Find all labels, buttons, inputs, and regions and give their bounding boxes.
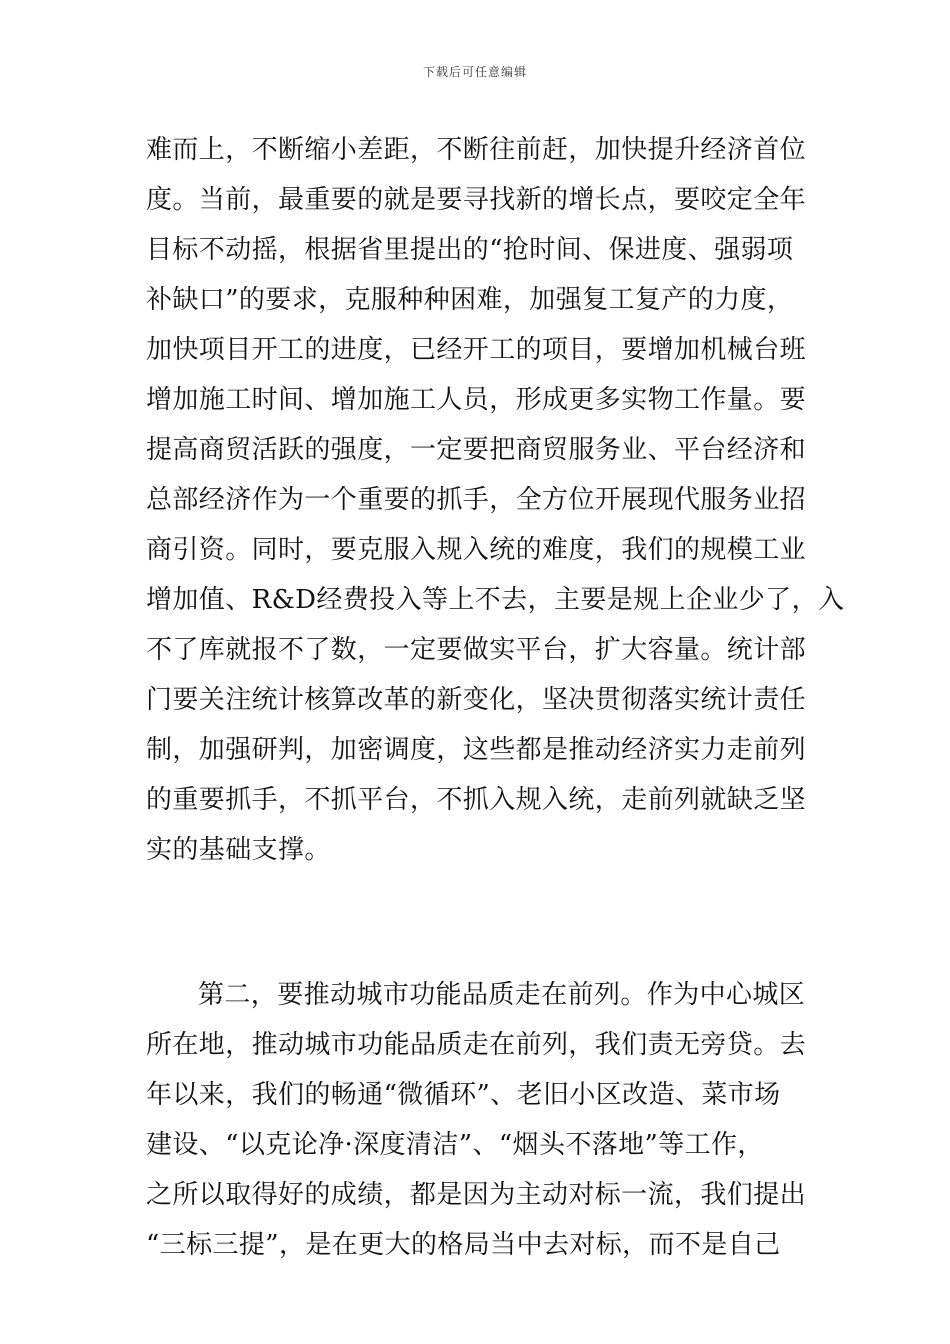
paragraph-2-line-6: “三标三提”，是在更大的格局当中去对标，而不是自己 [146, 1230, 781, 1260]
paragraph-1-line-9: 商引资。同时，要克服入规入统的难度，我们的规模工业 [146, 535, 807, 565]
paragraph-1-line-6: 增加施工时间、增加施工人员，形成更多实物工作量。要 [146, 385, 807, 415]
paragraph-1-line-1: 难而上，不断缩小差距，不断往前赶，加快提升经济首位 [146, 135, 807, 165]
paragraph-1-line-13: 制，加强研判，加密调度，这些都是推动经济实力走前列 [146, 735, 807, 765]
paragraph-1-line-11: 不了库就报不了数，一定要做实平台，扩大容量。统计部 [146, 635, 807, 665]
paragraph-1-line-12: 门要关注统计核算改革的新变化，坚决贯彻落实统计责任 [146, 685, 807, 715]
paragraph-2-line-5: 之所以取得好的成绩，都是因为主动对标一流，我们提出 [146, 1180, 807, 1210]
paragraph-1-line-15: 实的基础支撑。 [146, 835, 331, 865]
paragraph-1-line-2: 度。当前，最重要的就是要寻找新的增长点，要咬定全年 [146, 185, 807, 215]
paragraph-1-line-10: 增加值、R&D经费投入等上不去，主要是规上企业少了，入 [146, 585, 845, 615]
paragraph-2-line-4: 建设、“以克论净·深度清洁”、“烟头不落地”等工作， [146, 1130, 764, 1160]
paragraph-1-line-5: 加快项目开工的进度，已经开工的项目，要增加机械台班 [146, 335, 807, 365]
paragraph-1-line-14: 的重要抓手，不抓平台，不抓入规入统，走前列就缺乏坚 [146, 785, 807, 815]
paragraph-1-line-8: 总部经济作为一个重要的抓手，全方位开展现代服务业招 [146, 485, 807, 515]
body-text [146, 125, 845, 1270]
paragraph-1-line-4: 补缺口”的要求，克服种种困难，加强复工复产的力度， [146, 285, 794, 315]
page-header: 下载后可任意编辑 [422, 65, 527, 79]
paragraph-spacer [146, 875, 826, 970]
paragraph-2-line-3: 年以来，我们的畅通“微循环”、老旧小区改造、菜市场 [146, 1080, 781, 1110]
paragraph-2-line-2: 所在地，推动城市功能品质走在前列，我们责无旁贷。去 [146, 1030, 807, 1060]
paragraph-1-line-7: 提高商贸活跃的强度，一定要把商贸服务业、平台经济和 [146, 435, 807, 465]
paragraph-1-line-3: 目标不动摇，根据省里提出的“抢时间、保进度、强弱项 [146, 235, 794, 265]
paragraph-2-line-1: 第二，要推动城市功能品质走在前列。作为中心城区 [198, 980, 806, 1010]
